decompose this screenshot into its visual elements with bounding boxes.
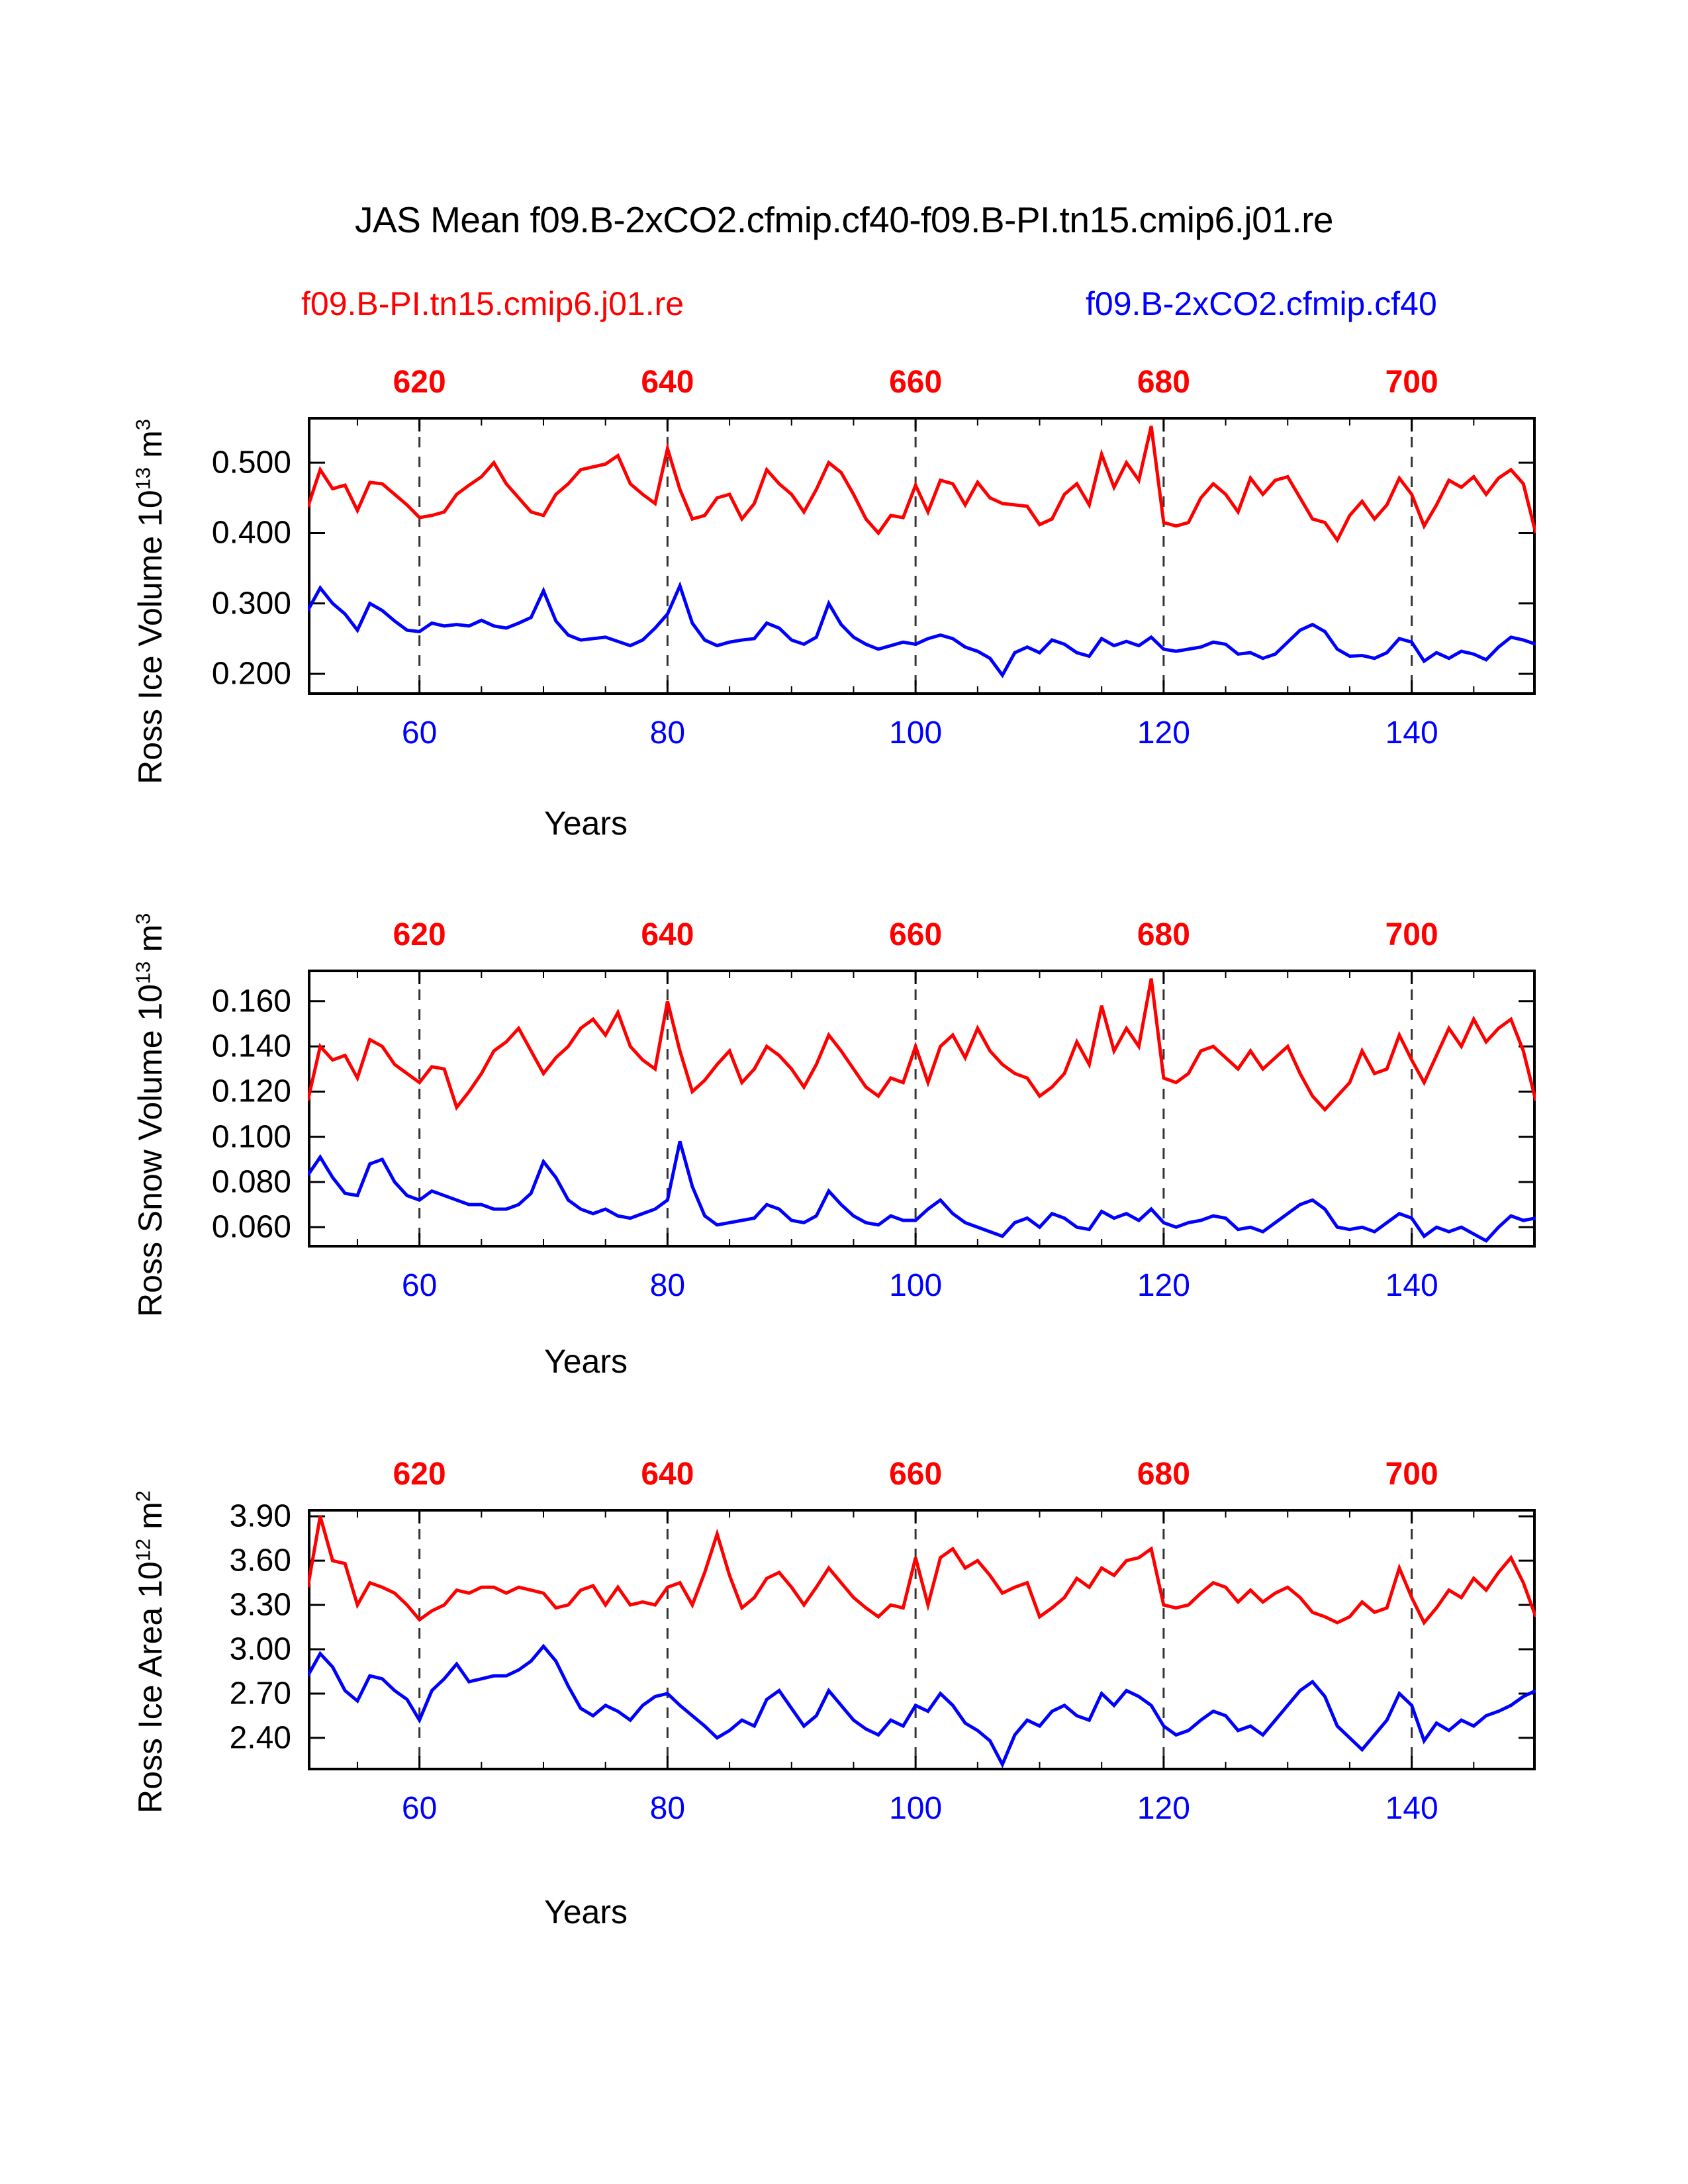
panel1-top-tick-label: 680 bbox=[1137, 917, 1190, 952]
panel1-ytick-label: 0.160 bbox=[211, 983, 291, 1019]
panel1-ytick-label: 0.120 bbox=[211, 1073, 291, 1109]
panel2-top-tick-label: 680 bbox=[1137, 1457, 1190, 1492]
panel1-ytick-label: 0.100 bbox=[211, 1119, 291, 1155]
panel2-ylabel: Ross Ice Area $10^{12}$ $m^2$ bbox=[131, 1490, 169, 1813]
panel2-ytick-label: 2.70 bbox=[229, 1676, 291, 1711]
panel2-bottom-tick-label: 60 bbox=[401, 1791, 438, 1826]
plot-area-2 bbox=[308, 1509, 1536, 1770]
panel0-xaxis-title: Years bbox=[543, 805, 628, 842]
series-line-blue bbox=[308, 1142, 1536, 1241]
panel2-top-tick-label: 660 bbox=[889, 1457, 943, 1492]
panel0-top-tick-label: 640 bbox=[641, 365, 694, 400]
panel1-bottom-tick-label: 60 bbox=[401, 1268, 438, 1303]
panel1-top-tick-label: 660 bbox=[889, 917, 943, 952]
panel1-ytick-label: 0.080 bbox=[211, 1164, 291, 1200]
panel2-ytick-label: 3.90 bbox=[229, 1498, 291, 1534]
panel2-top-tick-label: 620 bbox=[393, 1457, 446, 1492]
panel0-bottom-tick-label: 60 bbox=[401, 715, 438, 751]
panel2-ytick-label: 3.30 bbox=[229, 1587, 291, 1623]
panel0-bottom-tick-label: 140 bbox=[1385, 715, 1438, 751]
panel0-ytick-label: 0.500 bbox=[211, 445, 291, 480]
panel0-ylabel: Ross Ice Volume $10^{13}$ $m^3$ bbox=[131, 419, 169, 784]
panel1-bottom-tick-label: 140 bbox=[1385, 1268, 1438, 1303]
panel2-bottom-tick-label: 100 bbox=[889, 1791, 943, 1826]
plot-area-0 bbox=[308, 417, 1536, 695]
panel2-xaxis-title: Years bbox=[543, 1893, 628, 1931]
panel0-top-tick-label: 620 bbox=[393, 365, 446, 400]
panel2-ytick-label: 3.60 bbox=[229, 1543, 291, 1578]
panel1-top-tick-label: 700 bbox=[1385, 917, 1438, 952]
panel1-top-tick-label: 620 bbox=[393, 917, 446, 952]
panel2-bottom-tick-label: 120 bbox=[1137, 1791, 1190, 1826]
panel0-top-tick-label: 660 bbox=[889, 365, 943, 400]
legend-label-blue: f09.B-2xCO2.cfmip.cf40 bbox=[1086, 285, 1437, 322]
panel0-bottom-tick-label: 120 bbox=[1137, 715, 1190, 751]
series-line-red bbox=[308, 1516, 1536, 1623]
figure-title: JAS Mean f09.B-2xCO2.cfmip.cf40-f09.B-PI.tn15.cmip6.j01.re bbox=[354, 199, 1334, 240]
panel1-ytick-label: 0.060 bbox=[211, 1209, 291, 1245]
panel2-top-tick-label: 640 bbox=[641, 1457, 694, 1492]
panel1-ytick-label: 0.140 bbox=[211, 1028, 291, 1064]
panel2-ytick-label: 2.40 bbox=[229, 1720, 291, 1756]
panel1-top-tick-label: 640 bbox=[641, 917, 694, 952]
panel2-bottom-tick-label: 140 bbox=[1385, 1791, 1438, 1826]
panel0-bottom-tick-label: 100 bbox=[889, 715, 943, 751]
panel1-ylabel: Ross Snow Volume $10^{13}$ $m^3$ bbox=[131, 913, 169, 1317]
panel0-bottom-tick-label: 80 bbox=[649, 715, 686, 751]
panel1-xaxis-title: Years bbox=[543, 1343, 628, 1380]
panel2-top-tick-label: 700 bbox=[1385, 1457, 1438, 1492]
panel2-bottom-tick-label: 80 bbox=[649, 1791, 686, 1826]
panel0-top-tick-label: 700 bbox=[1385, 365, 1438, 400]
panel0-ytick-label: 0.400 bbox=[211, 515, 291, 551]
panel0-ytick-label: 0.200 bbox=[211, 656, 291, 692]
panel0-ytick-label: 0.300 bbox=[211, 586, 291, 621]
panel2-ytick-label: 3.00 bbox=[229, 1631, 291, 1667]
panel0-top-tick-label: 680 bbox=[1137, 365, 1190, 400]
series-line-red bbox=[308, 979, 1536, 1110]
panel1-bottom-tick-label: 100 bbox=[889, 1268, 943, 1303]
series-line-blue bbox=[308, 1647, 1536, 1765]
series-line-red bbox=[308, 426, 1536, 540]
plot-area-1 bbox=[308, 970, 1536, 1248]
panel1-bottom-tick-label: 80 bbox=[649, 1268, 686, 1303]
series-line-blue bbox=[308, 586, 1536, 675]
legend-label-red: f09.B-PI.tn15.cmip6.j01.re bbox=[301, 285, 684, 322]
panel1-bottom-tick-label: 120 bbox=[1137, 1268, 1190, 1303]
